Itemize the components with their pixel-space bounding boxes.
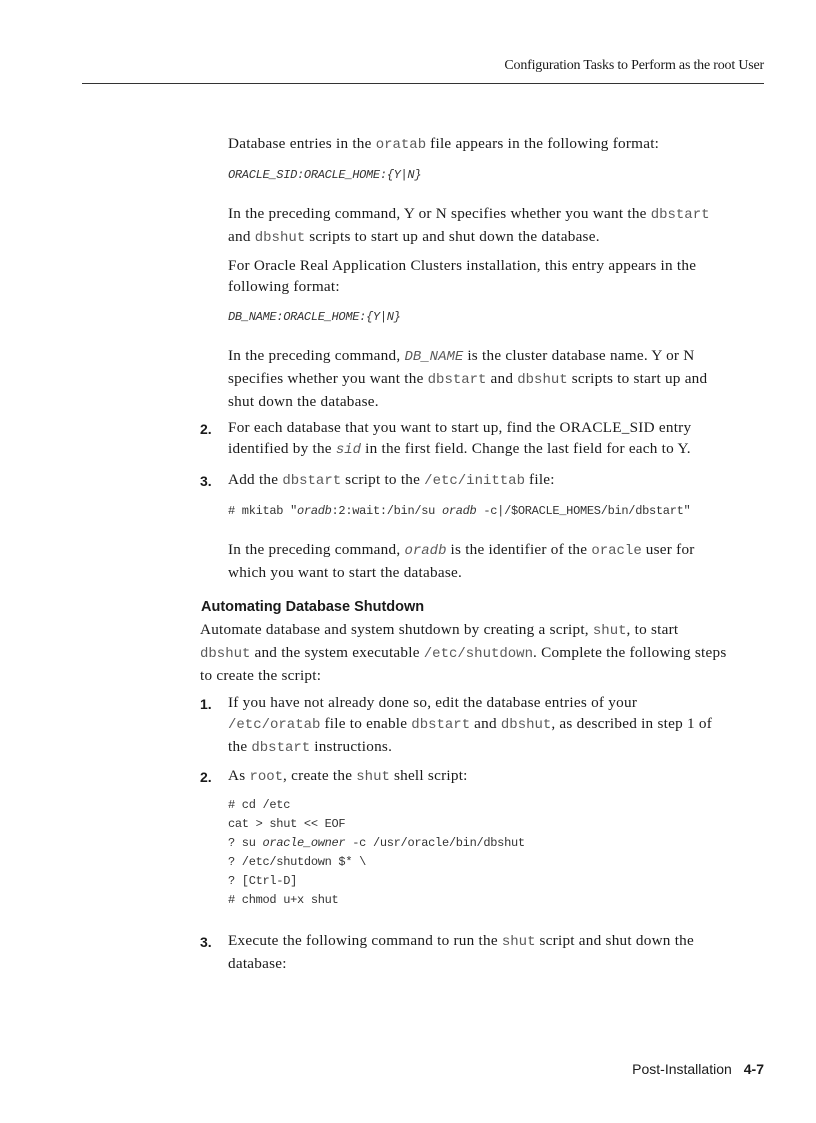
footer-section: Post-Installation: [632, 1061, 732, 1077]
code-mkitab: # mkitab "oradb:2:wait:/bin/su oradb -c|/$ORACLE_HOMES/bin/dbstart": [228, 504, 691, 518]
step-edit-oratab: If you have not already done so, edit the database entries of your /etc/oratab file to enable dbstart and dbshut, as described in step 1 of the dbstart instructions.: [228, 694, 713, 756]
step-number: 1.: [200, 696, 212, 712]
page-number: 4-7: [743, 1061, 764, 1077]
paragraph-oratab-format: Database entries in the oratab file appears in the following format:: [228, 135, 660, 153]
step-find-oracle-sid: For each database that you want to start up, find the ORACLE_SID entry identified by the sid in the first field. Change the last field for each to Y.: [228, 419, 692, 458]
code-shut-script: # cd /etc cat > shut << EOF ? su oracle_owner -c /usr/oracle/bin/dbshut ? /etc/shutdown $* \ ? [Ctrl-D] # chmod u+x shut: [228, 798, 525, 907]
paragraph-automate-shutdown: Automate database and system shutdown by creating a script, shut, to start dbshut and the system executable /etc/shutdown. Complete the following steps to create the script:: [200, 621, 727, 684]
running-header: Configuration Tasks to Perform as the root User: [504, 58, 764, 73]
step-number: 3.: [200, 473, 212, 489]
paragraph-cluster-db-name: In the preceding command, DB_NAME is the cluster database name. Y or N specifies whether you want the dbstart and dbshut scripts to start up and shut down the database.: [228, 347, 708, 410]
paragraph-oradb-identifier: In the preceding command, oradb is the identifier of the oracle user for which you want to start the database.: [228, 541, 695, 581]
step-number: 3.: [200, 934, 212, 950]
header-rule: [82, 83, 764, 84]
step-create-shut-script: As root, create the shut shell script:: [228, 767, 468, 785]
step-number: 2.: [200, 769, 212, 785]
page-footer: [632, 1061, 764, 1077]
step-execute-shut: Execute the following command to run the shut script and shut down the database:: [228, 932, 694, 972]
paragraph-rac-entry: For Oracle Real Application Clusters installation, this entry appears in the following format:: [228, 257, 697, 295]
paragraph-y-or-n: In the preceding command, Y or N specifies whether you want the dbstart and dbshut scripts to start up and shut down the database.: [228, 205, 710, 246]
code-db-name-format: DB_NAME:ORACLE_HOME:{Y|N}: [228, 310, 401, 324]
section-heading: Automating Database Shutdown: [201, 599, 425, 615]
step-number: 2.: [200, 421, 212, 437]
code-oracle-sid-format: ORACLE_SID:ORACLE_HOME:{Y|N}: [228, 168, 422, 182]
step-add-dbstart: Add the dbstart script to the /etc/inittab file:: [228, 471, 555, 489]
